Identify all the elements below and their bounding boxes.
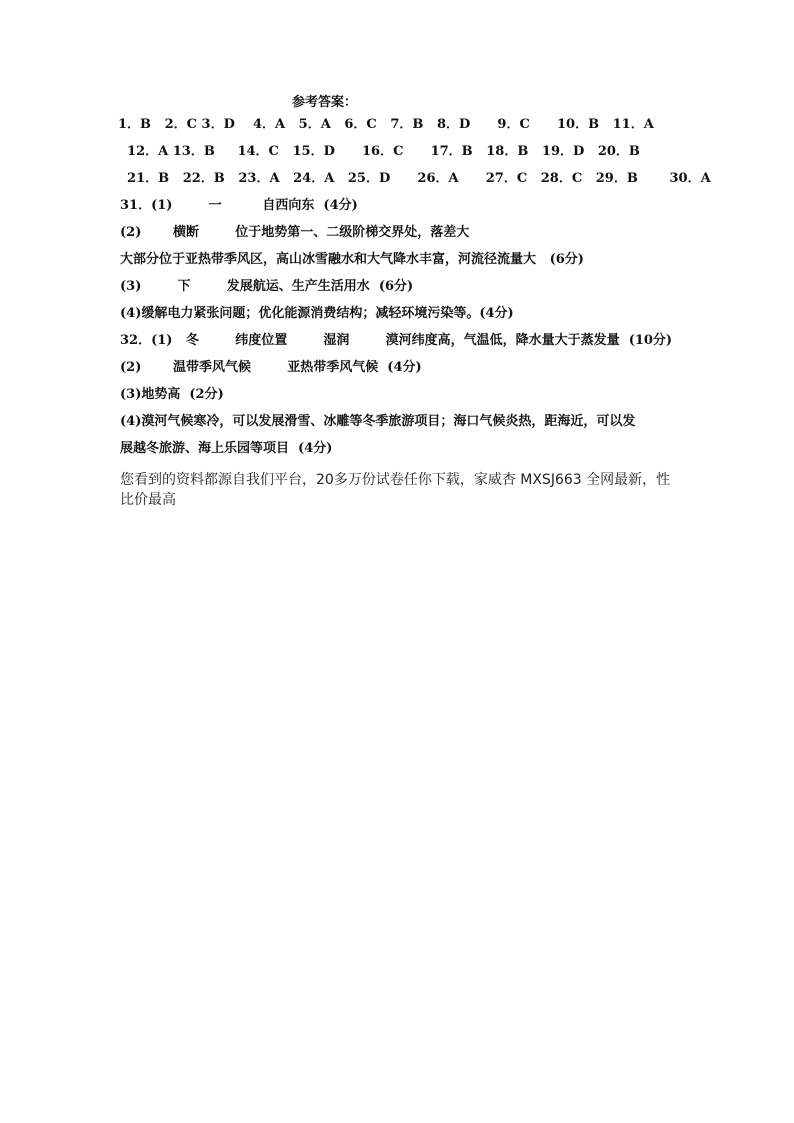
q31-part2-cont: 大部分位于亚热带季风区，高山冰雪融水和大气降水丰富，河流径流量大 (6分) [120,252,584,267]
q32-part2: (2) 温带季风气候 亚热带季风气候 (4分) [120,360,422,375]
promo-footer-text: 您看到的资料都源自我们平台，20多万份试卷任你下载，家威杏 MXSJ663 全网最新，性比价最高 [120,472,671,508]
q31-part2: (2) 横断 位于地势第一、二级阶梯交界处，落差大 [120,225,470,240]
q31-part3: (3) 下 发展航运、生产生活用水 (6分) [120,279,414,294]
answer-row-1-11: 1．B 2．C 3．D 4．A 5．A 6．C 7．B 8．D 9．C 10．B 11．A [118,117,654,132]
q32-part4-cont: 展越冬旅游、海上乐园等项目 (4分) [120,441,333,456]
q32-part3: (3)地势高 (2分) [120,387,224,402]
q32-part4: (4)漠河气候寒冷，可以发展滑雪、冰雕等冬季旅游项目；海口气候炎热，距海近，可以发 [120,414,636,429]
answer-row-12-20: 12．A 13．B 14．C 15．D 16．C 17．B 18．B 19．D 20．B [118,144,640,159]
answer-row-21-30: 21．B 22．B 23．A 24．A 25．D 26．A 27．C 28．C 29．B 30．A [118,171,711,186]
q31-part4: (4)缓解电力紧张问题；优化能源消费结构；减轻环境污染等。(4分) [120,306,514,321]
q32-part1: 32．(1) 冬 纬度位置 湿润 漠河纬度高，气温低，降水量大于蒸发量 (10分) [120,333,673,348]
answer-key-title: 参考答案： [292,95,358,110]
q31-part1: 31．(1) 一 自西向东 (4分) [120,198,358,213]
